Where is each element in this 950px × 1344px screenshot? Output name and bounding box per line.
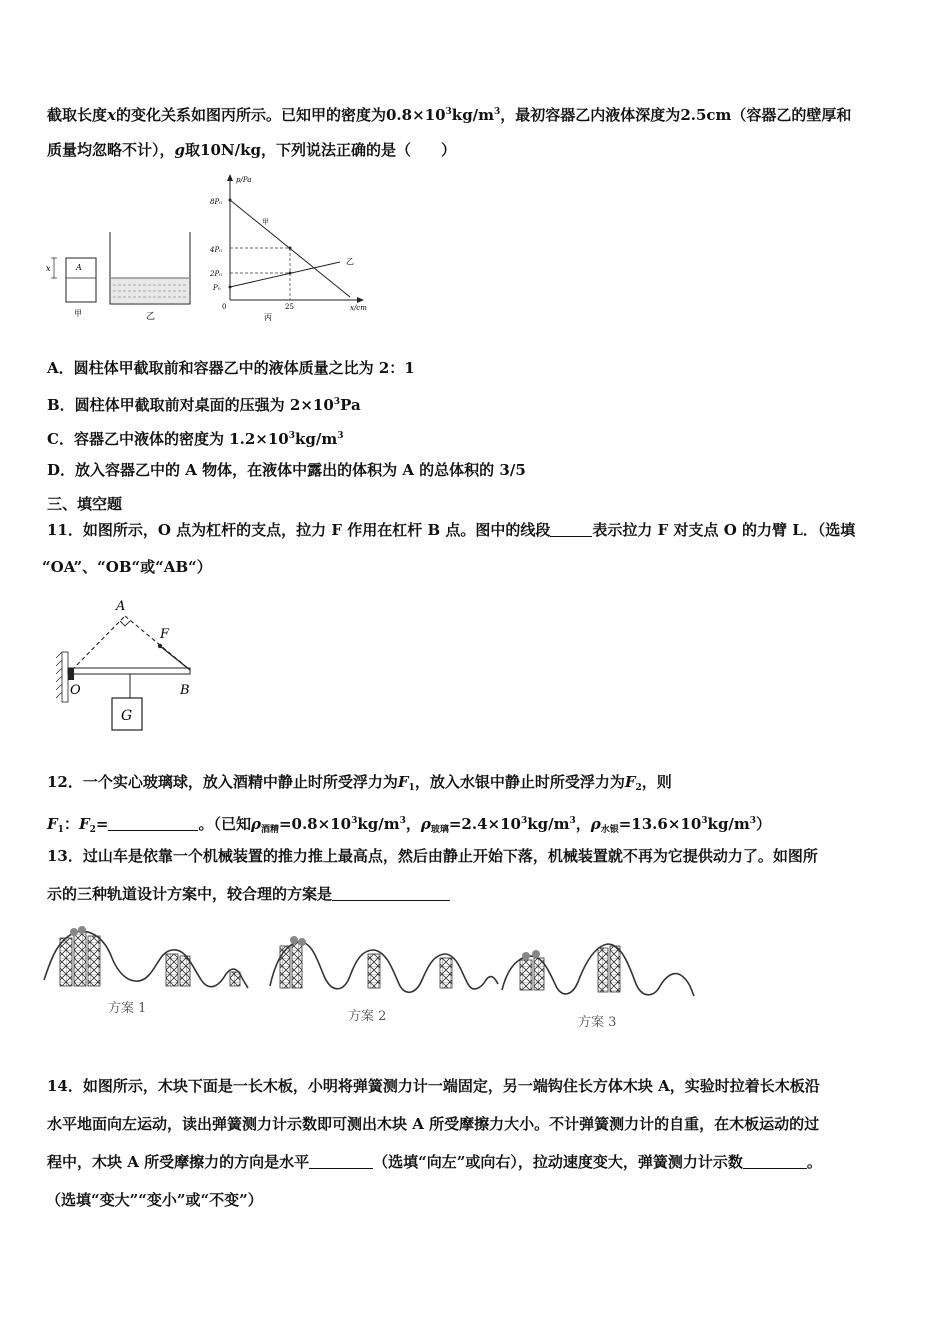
q12-answer-blank[interactable]	[108, 816, 198, 831]
label-o: O	[70, 683, 81, 698]
label-yi: 乙	[146, 312, 156, 322]
tick-p0: P₀	[213, 284, 221, 292]
q13-answer-blank[interactable]	[332, 886, 450, 901]
q10-intro-line2: 质量均忽略不计），g取10N/kg，下列说法正确的是（ ）	[47, 141, 456, 159]
q13-coaster-figure	[42, 918, 702, 1036]
q10-option-b: B．圆柱体甲截取前对桌面的压强为 $2\times 10^3Pa$	[47, 396, 361, 414]
q12-line1: 12．一个实心玻璃球，放入酒精中静止时所受浮力为$F_1$，放入水银中静止时所受浮力为$F_2$，则	[47, 773, 672, 793]
label-jia: 甲	[74, 309, 82, 318]
label-g: G	[121, 708, 133, 724]
x-axis-label: x/cm	[350, 304, 367, 312]
plan-1-label: 方案 1	[108, 1001, 147, 1016]
q11-line2: “OA”、“OB“或“AB“）	[42, 558, 212, 576]
tick-25: 25	[285, 303, 294, 311]
q14-line4: （选填“变大”“变小”或“不变”）	[46, 1191, 263, 1209]
q11-answer-blank[interactable]	[550, 522, 592, 537]
figure-yi	[110, 232, 190, 322]
q14-answer-blank-1[interactable]	[309, 1154, 373, 1169]
q10-figure	[40, 172, 380, 324]
q14-line3: 程中，木块 A 所受摩擦力的方向是水平 （选填“向左”或向右），拉动速度变大，弹簧测力计示数 。	[47, 1153, 822, 1171]
q11-lever-figure	[50, 590, 200, 742]
figure-bing-graph	[209, 174, 367, 322]
coaster-plan-1	[44, 926, 248, 1016]
q14-line2: 水平地面向左运动，读出弹簧测力计示数即可测出木块 A 所受摩擦力大小。不计弹簧测力计的自重，在木板运动的过	[47, 1115, 820, 1133]
tick-2p0: 2P₀	[210, 270, 222, 278]
plan-3-label: 方案 3	[578, 1015, 617, 1030]
y-axis-label: p/Pa	[236, 176, 252, 184]
tick-4p0: 4P₀	[210, 246, 222, 254]
line-jia-label: 甲	[262, 218, 269, 226]
q13-line1: 13．过山车是依靠一个机械装置的推力推上最高点，然后由静止开始下落，机械装置就不再为它提供动力了。如图所	[47, 847, 818, 865]
q10-intro-line1: 截取长度x的变化关系如图丙所示。已知甲的密度为$0.8\times 10^3kg/m^3$，最初容器乙内液体深度为2.5cm（容器乙的壁厚和	[47, 106, 852, 124]
label-a: A	[116, 599, 126, 614]
label-f: F	[160, 627, 170, 642]
tick-8p0: 8P₀	[210, 198, 222, 206]
coaster-plan-3	[502, 944, 694, 1030]
q14-line1: 14．如图所示，木块下面是一长木板，小明将弹簧测力计一端固定，另一端钩住长方体木块 A，实验时拉着长木板沿	[47, 1077, 820, 1095]
q10-option-d: D．放入容器乙中的 A 物体，在液体中露出的体积为 A 的总体积的 3/5	[47, 461, 526, 479]
label-b: B	[180, 683, 190, 698]
coaster-plan-2	[270, 936, 498, 1024]
line-yi-label: 乙	[346, 257, 354, 266]
tick-0: 0	[222, 303, 227, 311]
q10-option-c: C．容器乙中液体的密度为 $1.2\times 10^3kg/m^3$	[47, 430, 344, 448]
q12-line2: $F_1$：$F_2=$ 。（已知$\rho_{酒精}=0.8\times 10^3kg/m^3$，$\rho_{玻璃}=2.4\times 10^3kg/m^3$，$\rho_{水银}=13.6\times 10^3kg/m^3$）	[47, 815, 772, 835]
section-3-heading: 三、填空题	[47, 495, 123, 513]
line-yi	[230, 262, 340, 287]
label-a: A	[76, 263, 82, 272]
q14-answer-blank-2[interactable]	[743, 1154, 807, 1169]
q11-line1: 11．如图所示，O 点为杠杆的支点，拉力 F 作用在杠杆 B 点。图中的线段 表示拉力 F 对支点 O 的力臂 L．（选填	[47, 521, 856, 539]
label-bing: 丙	[264, 313, 272, 322]
label-x: x	[46, 264, 51, 273]
q10-option-a: A．圆柱体甲截取前和容器乙中的液体质量之比为 2：1	[47, 359, 415, 377]
figure-jia	[46, 258, 96, 318]
q13-line2: 示的三种轨道设计方案中，较合理的方案是	[47, 884, 450, 904]
plan-2-label: 方案 2	[348, 1009, 387, 1024]
